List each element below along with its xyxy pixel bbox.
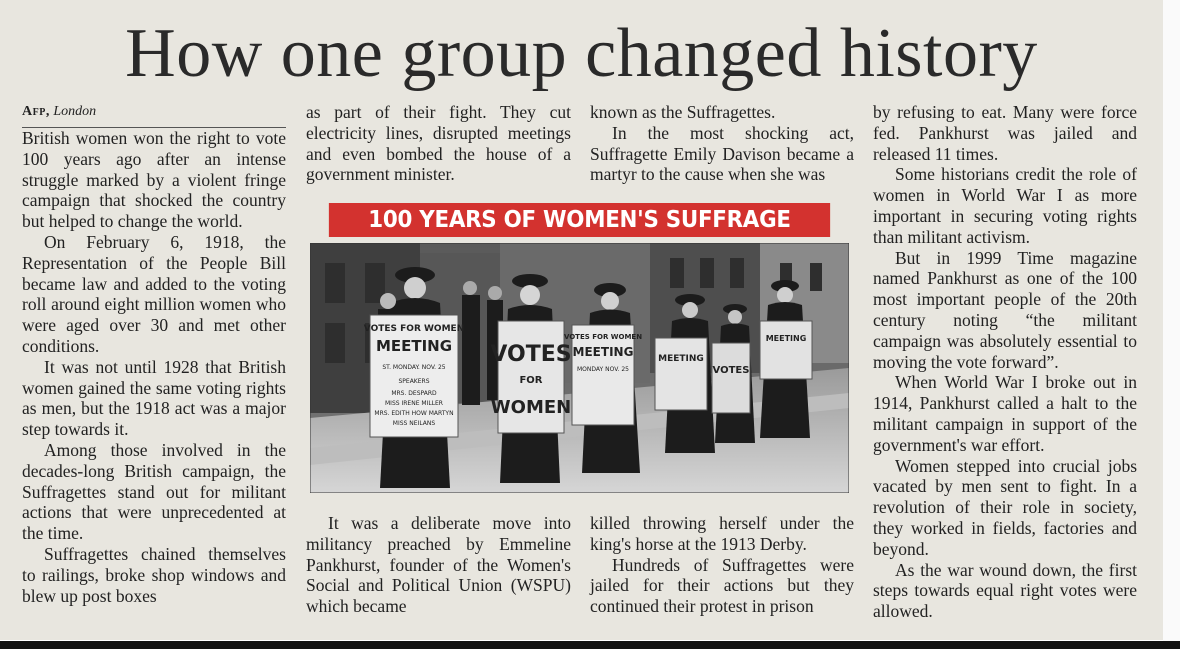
paragraph: killed throwing herself under the king's horse at the 1913 Derby. <box>590 513 854 554</box>
sign1-top: VOTES FOR WOMEN <box>363 324 465 334</box>
paragraph: Women stepped into crucial jobs vacated by men sent to fight. In a revolution of their role in society, they worked in fields, factories and beyond. <box>873 455 1137 559</box>
sign3-main: MEETING <box>572 345 634 359</box>
paragraph: Suffragettes chained themselves to railings, broke shop windows and blew up post boxes <box>22 543 286 606</box>
paragraph: It was a deliberate move into militancy preached by Emmeline Pankhurst, founder of the Women's Social and Political Union (WSPU) which became <box>306 513 571 617</box>
sign5-main: VOTES <box>712 365 750 376</box>
paragraph: known as the Suffragettes. <box>590 102 776 122</box>
sign1-line: ST. MONDAY. NOV. 25 <box>382 364 446 371</box>
suffragettes-photo <box>310 243 849 493</box>
paragraph: Hundreds of Suffragettes were jailed for their actions but they continued their protest in prison <box>590 554 854 617</box>
sign3-line: MONDAY NOV. 25 <box>577 366 629 373</box>
sign1-line: MRS. DESPARD <box>391 390 437 397</box>
sign4-main: MEETING <box>658 354 704 364</box>
paragraph: as part of their fight. They cut electricity lines, disrupted meetings and even bombed the house of a government minister. <box>306 102 571 185</box>
headline: How one group changed history <box>125 15 1038 92</box>
byline-agency: Afp, <box>22 104 50 119</box>
sign1-line: MISS IRENE MILLER <box>385 400 443 407</box>
article-column-4 <box>873 102 1137 622</box>
article-column-3-top <box>590 102 854 185</box>
article-column-3-bottom <box>590 513 854 617</box>
sign1-main: MEETING <box>375 337 453 355</box>
paragraph: Some historians credit the role of women in World War I as more important in securing voting rights than militant activism. <box>873 164 1137 247</box>
sign2-line2: FOR <box>519 375 543 386</box>
paragraph: When World War I broke out in 1914, Pankhurst called a halt to the militant campaign in support of the government's war effort. <box>873 372 1137 455</box>
sign2-line3: WOMEN <box>490 397 572 418</box>
sign3-top: VOTES FOR WOMEN <box>563 333 643 341</box>
section-banner: 100 YEARS OF WOMEN'S SUFFRAGE <box>329 203 830 237</box>
sign1-line: MISS NEILANS <box>392 420 436 427</box>
sign1-line: MRS. EDITH HOW MARTYN <box>374 410 454 417</box>
bottom-border <box>0 641 1180 649</box>
article-column-2-bottom <box>306 513 571 617</box>
sign6-main: MEETING <box>765 334 807 343</box>
article-column-1 <box>22 102 286 606</box>
paragraph: by refusing to eat. Many were force fed. Pankhurst was jailed and released 11 times. <box>873 102 1137 164</box>
paragraph: Among those involved in the decades-long British campaign, the Suffragettes stand out for militant actions that were unprecedented at the time. <box>22 439 286 544</box>
paragraph: In the most shocking act, Suffragette Emily Davison became a martyr to the cause when she was <box>590 122 854 185</box>
article-column-2-top <box>306 102 571 185</box>
paragraph: As the war wound down, the first steps towards equal right votes were allowed. <box>873 559 1137 622</box>
byline <box>22 102 286 128</box>
paragraph: It was not until 1928 that British women gained the same voting rights as men, but the 1918 act was a major step towards it. <box>22 356 286 440</box>
page-edge <box>1163 0 1180 641</box>
byline-place: London <box>53 104 97 119</box>
paragraph: British women won the right to vote 100 years ago after an intense struggle marked by a violent fringe campaign that shocked the country but helped to change the world. <box>22 128 286 232</box>
photo-illustration <box>310 243 849 493</box>
sign2-line1: VOTES <box>490 342 572 367</box>
paragraph: But in 1999 Time magazine named Pankhurst as one of the 100 most important people of the 20th century noting “the militant campaign was absolutely essential to moving the vote forward”. <box>873 247 1137 372</box>
paragraph: On February 6, 1918, the Representation of the People Bill became law and added to the voting roll around eight million women who were aged over 30 and met other conditions. <box>22 231 286 356</box>
sign1-line: SPEAKERS <box>398 378 430 385</box>
